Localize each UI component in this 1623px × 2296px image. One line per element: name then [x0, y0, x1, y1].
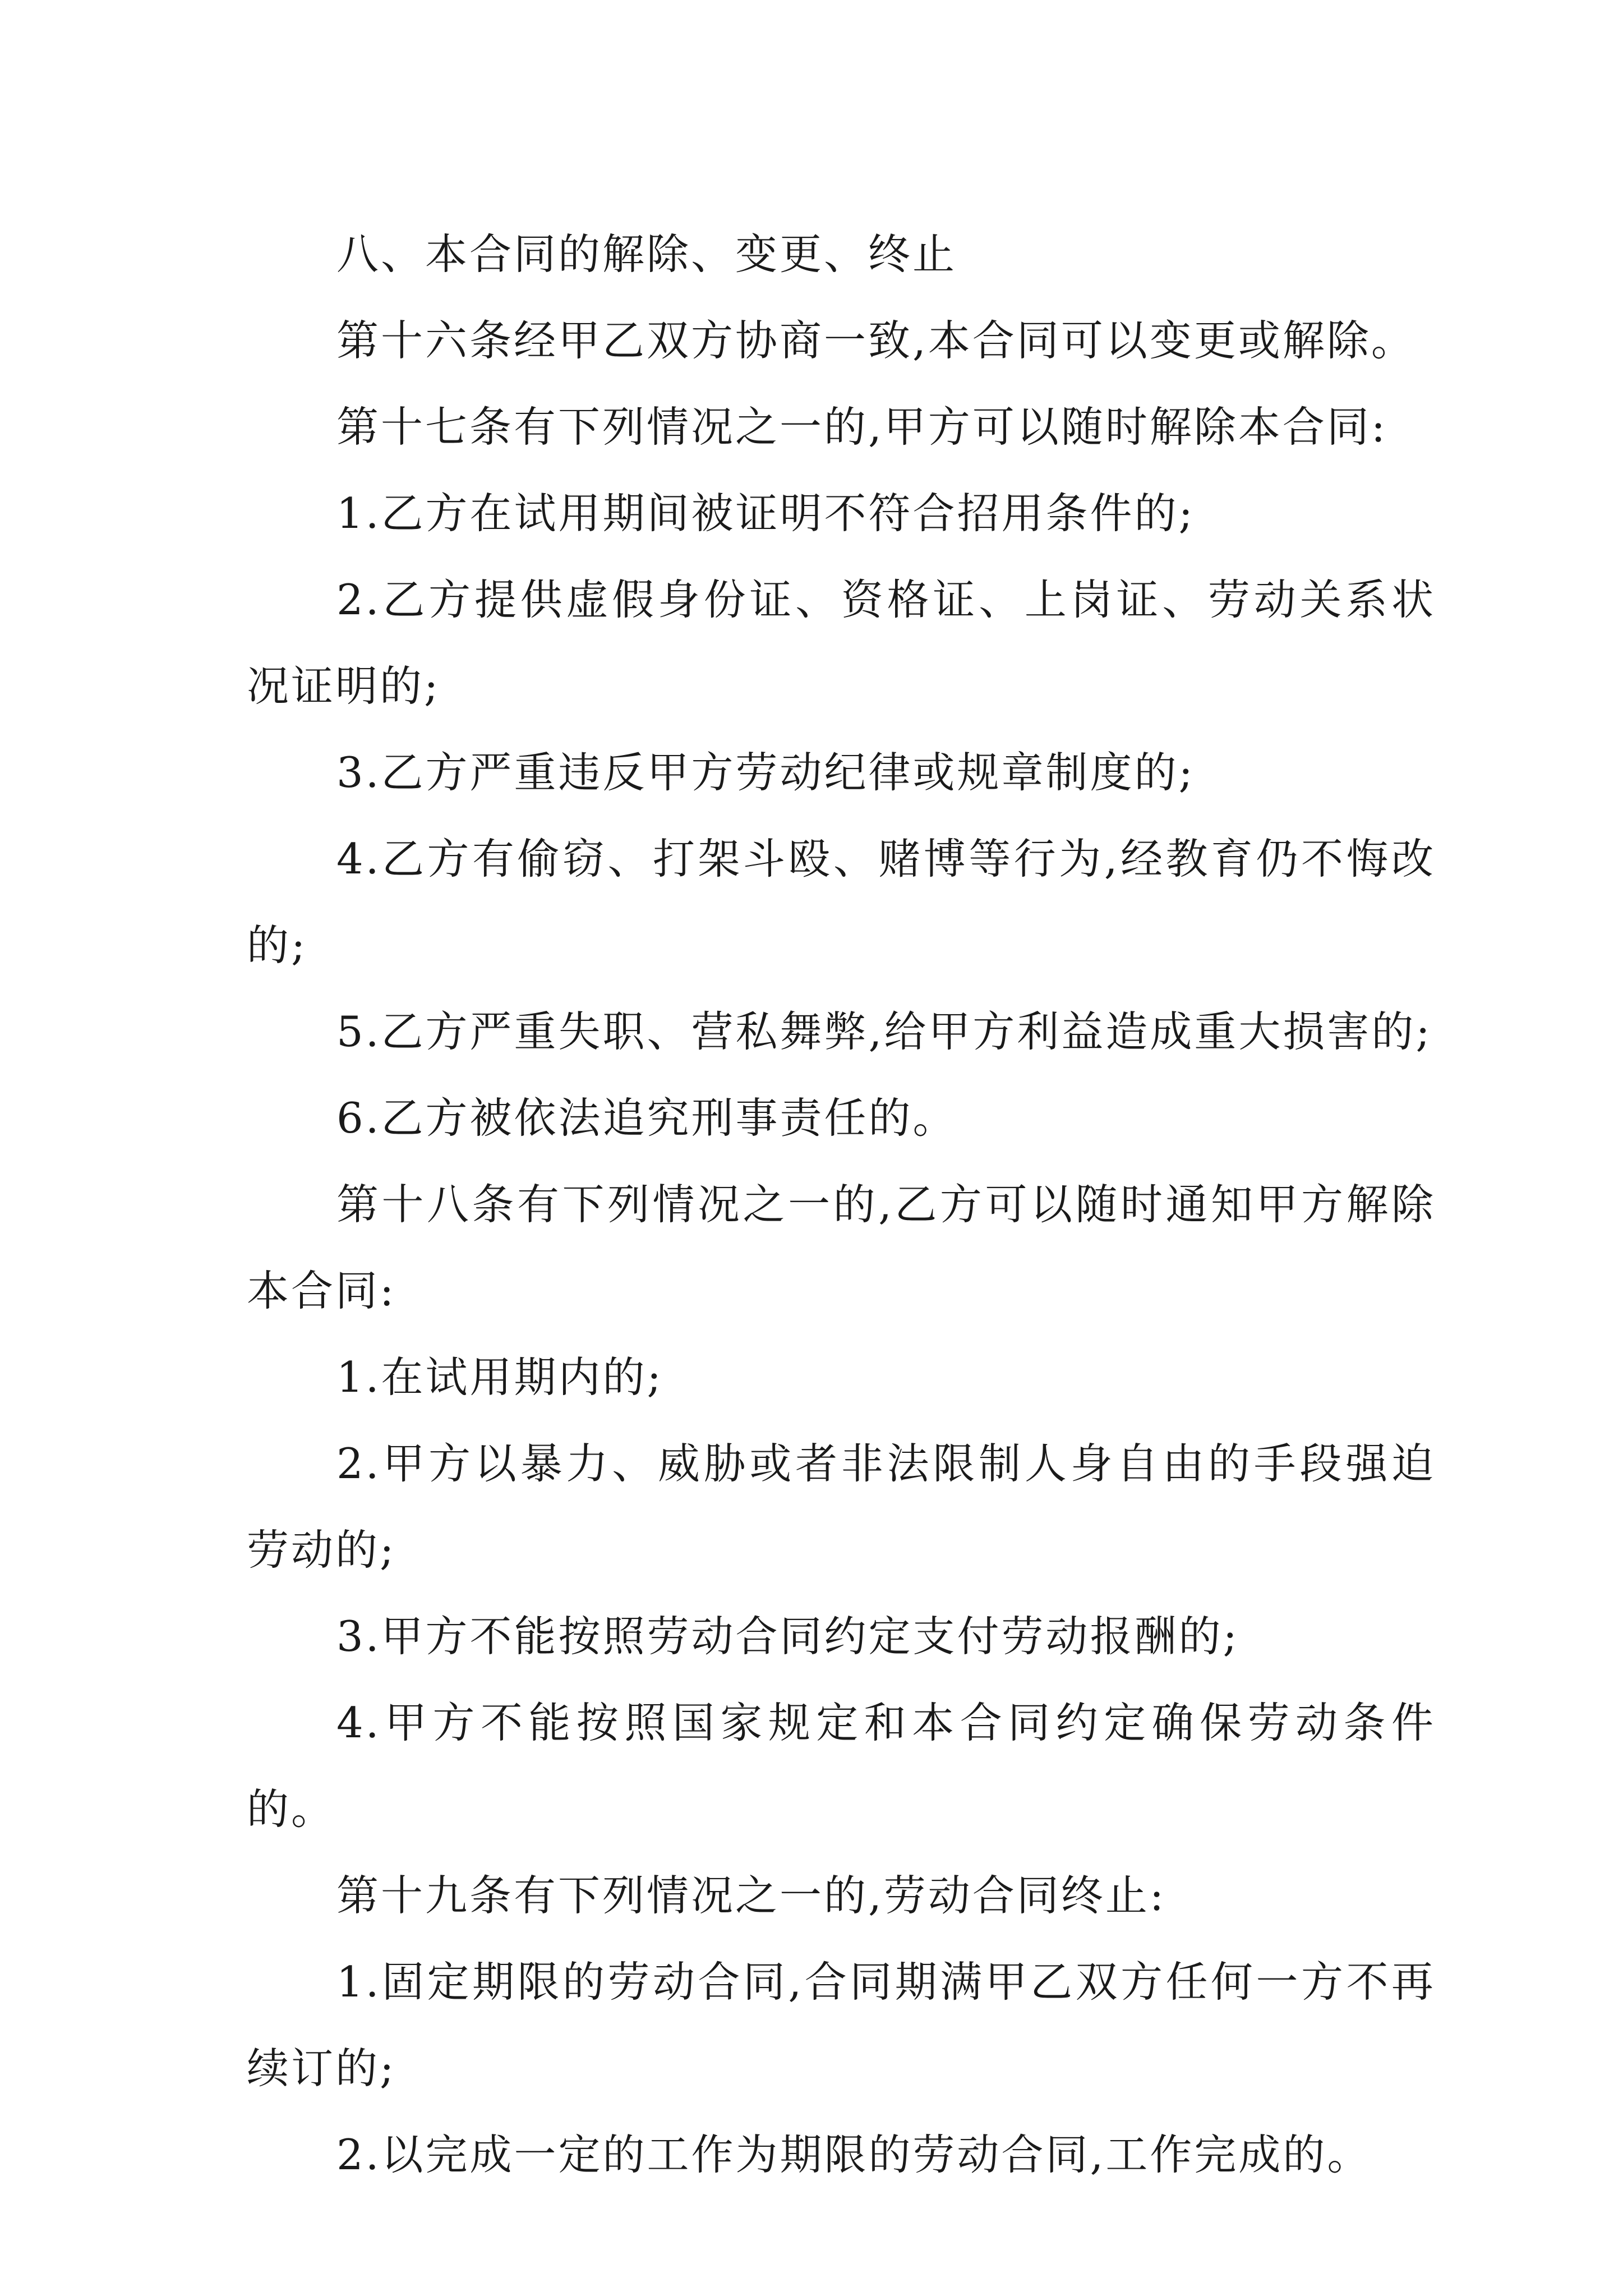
- article-17-item-6: 6.乙方被依法追究刑事责任的。: [336, 1093, 957, 1143]
- article-18-item-3: 3.甲方不能按照劳动合同约定支付劳动报酬的;: [336, 1612, 1239, 1661]
- document-body: [247, 211, 1436, 2198]
- article-17-item-3: 3.乙方严重违反甲方劳动纪律或规章制度的;: [336, 748, 1195, 797]
- section-heading: 八、本合同的解除、变更、终止: [336, 229, 957, 279]
- article-18-item-4: 4.甲方不能按照国家规定和本合同约定确保劳动条件的。: [247, 1698, 1436, 1834]
- article-19-item-2: 2.以完成一定的工作为期限的劳动合同,工作完成的。: [336, 2130, 1372, 2179]
- article-17-item-1: 1.乙方在试用期间被证明不符合招用条件的;: [336, 489, 1195, 538]
- article-17: 第十七条有下列情况之一的,甲方可以随时解除本合同:: [336, 402, 1388, 452]
- article-17-item-2: 2.乙方提供虚假身份证、资格证、上岗证、劳动关系状况证明的;: [247, 575, 1436, 711]
- article-19-item-1: 1.固定期限的劳动合同,合同期满甲乙双方任何一方不再续订的;: [247, 1957, 1436, 2093]
- article-17-item-5: 5.乙方严重失职、营私舞弊,给甲方利益造成重大损害的;: [336, 1007, 1432, 1056]
- article-19: 第十九条有下列情况之一的,劳动合同终止:: [336, 1871, 1166, 1920]
- article-18-item-1: 1.在试用期内的;: [336, 1352, 663, 1402]
- article-17-item-4: 4.乙方有偷窃、打架斗殴、赌博等行为,经教育仍不悔改的;: [247, 834, 1436, 970]
- article-18-item-2: 2.甲方以暴力、威胁或者非法限制人身自由的手段强迫劳动的;: [247, 1439, 1436, 1575]
- article-18: 第十八条有下列情况之一的,乙方可以随时通知甲方解除本合同:: [247, 1180, 1436, 1315]
- article-16: 第十六条经甲乙双方协商一致,本合同可以变更或解除。: [336, 316, 1415, 365]
